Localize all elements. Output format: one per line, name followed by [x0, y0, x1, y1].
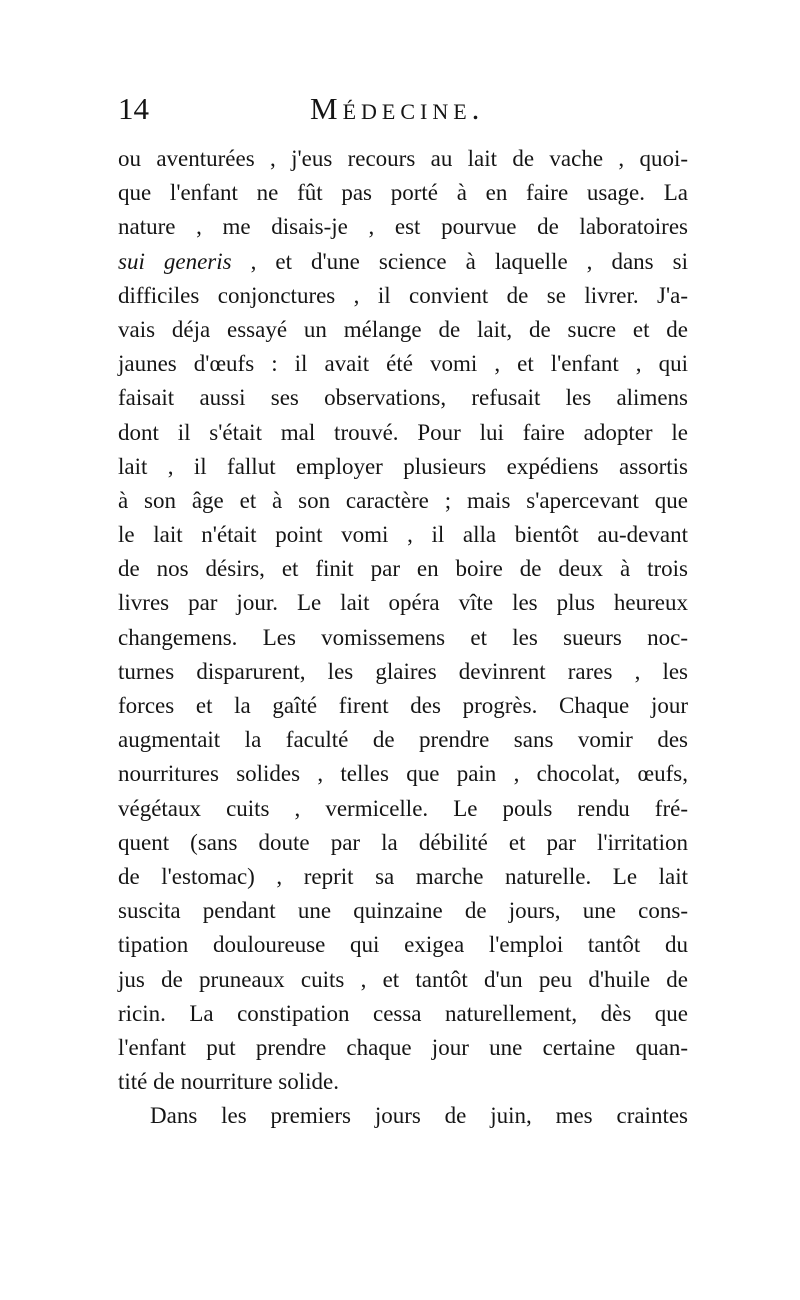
- text-line: augmentait la faculté de prendre sans vomir des: [118, 727, 688, 753]
- text-line: jus de pruneaux cuits , et tantôt d'un peu d'huile de: [118, 966, 688, 992]
- text-line: le lait n'était point vomi , il alla bientôt au-devant: [118, 522, 688, 548]
- text-line: difficiles conjonctures , il convient de se livrer. J'a-: [118, 282, 688, 308]
- latin-phrase: sui generis: [118, 248, 232, 274]
- text-line: de nos désirs, et finit par en boire de deux à trois: [118, 556, 688, 582]
- running-title: Médecine.: [310, 91, 485, 126]
- text-line: forces et la gaîté firent des progrès. Chaque jour: [118, 693, 688, 718]
- text-line: tipation douloureuse qui exigea l'emploi tantôt du: [118, 932, 688, 958]
- text-line: ricin. La constipation cessa naturellement, dès que: [118, 1000, 688, 1026]
- text-line: suscita pendant une quinzaine de jours, une cons-: [118, 898, 688, 924]
- text-line: quent (sans doute par la débilité et par l'irritation: [118, 829, 688, 855]
- text-line: lait , il fallut employer plusieurs expédiens assortis: [118, 453, 688, 479]
- text-line: changemens. Les vomissemens et les sueurs noc-: [118, 624, 688, 650]
- text-line: dont il s'était mal trouvé. Pour lui faire adopter le: [118, 419, 688, 445]
- text-line: sui generis , et d'une science à laquelle , dans si: [118, 248, 688, 274]
- text-line: l'enfant put prendre chaque jour une certaine quan-: [118, 1034, 688, 1060]
- text-line: vais déja essayé un mélange de lait, de sucre et de: [118, 316, 688, 342]
- page-number: 14: [118, 91, 149, 126]
- text-line: de l'estomac) , reprit sa marche naturelle. Le lait: [118, 863, 688, 889]
- text-line: végétaux cuits , vermicelle. Le pouls rendu fré-: [118, 795, 688, 821]
- text-line: turnes disparurent, les glaires devinrent rares , les: [118, 658, 688, 684]
- text-line: tité de nourriture solide.: [118, 1069, 339, 1095]
- text-line: faisait aussi ses observations, refusait les alimens: [118, 385, 688, 411]
- text-line: ou aventurées , j'eus recours au lait de vache , quoi-: [118, 146, 688, 171]
- text-line: nature , me disais-je , est pourvue de laboratoires: [118, 214, 688, 240]
- text-line: jaunes d'œufs : il avait été vomi , et l'enfant , qui: [118, 351, 688, 377]
- paragraph-start-line: Dans les premiers jours de juin, mes craintes: [150, 1103, 688, 1129]
- body-text: [118, 142, 688, 1133]
- running-head: [118, 92, 683, 132]
- text-line: à son âge et à son caractère ; mais s'apercevant que: [118, 487, 688, 513]
- text-line: livres par jour. Le lait opéra vîte les plus heureux: [118, 590, 688, 616]
- text-line: nourritures solides , telles que pain , chocolat, œufs,: [118, 761, 688, 787]
- text-line: que l'enfant ne fût pas porté à en faire usage. La: [118, 180, 688, 206]
